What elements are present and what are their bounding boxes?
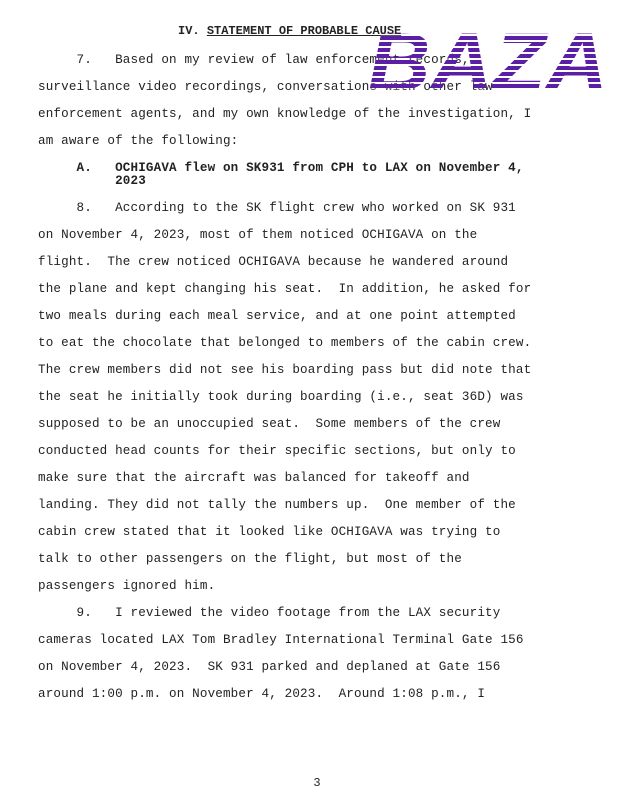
paragraph-8-line-11: make sure that the aircraft was balanced for takeoff and (38, 471, 470, 485)
paragraph-8-line-1: 8. According to the SK flight crew who worked on SK 931 (38, 201, 516, 215)
paragraph-7-line-3: enforcement agents, and my own knowledge of the investigation, I (38, 107, 532, 121)
paragraph-9-line-3: on November 4, 2023. SK 931 parked and deplaned at Gate 156 (38, 660, 501, 674)
paragraph-8-line-14: talk to other passengers on the flight, but most of the (38, 552, 462, 566)
subheading-a-line-1: A. OCHIGAVA flew on SK931 from CPH to LAX on November 4, (38, 161, 524, 175)
svg-text:BAZA: BAZA (368, 24, 608, 100)
paragraph-8-line-6: to eat the chocolate that belonged to members of the cabin crew. (38, 336, 532, 350)
section-title: STATEMENT OF PROBABLE CAUSE (206, 24, 402, 38)
section-number: IV. (178, 24, 200, 38)
paragraph-8-line-2: on November 4, 2023, most of them noticed OCHIGAVA on the (38, 228, 478, 242)
paragraph-8-line-5: two meals during each meal service, and at one point attempted (38, 309, 516, 323)
baza-logo-icon (366, 24, 612, 100)
paragraph-8-line-9: supposed to be an unoccupied seat. Some members of the crew (38, 417, 501, 431)
paragraph-8-line-4: the plane and kept changing his seat. In addition, he asked for (38, 282, 532, 296)
paragraph-8-line-13: cabin crew stated that it looked like OCHIGAVA was trying to (38, 525, 501, 539)
paragraph-7-line-1: 7. Based on my review of law enforcement records, (38, 53, 470, 67)
paragraph-7-line-2: surveillance video recordings, conversations with other law (38, 80, 493, 94)
paragraph-7-line-4: am aware of the following: (38, 134, 239, 148)
paragraph-8-line-7: The crew members did not see his boarding pass but did note that (38, 363, 532, 377)
paragraph-8-line-10: conducted head counts for their specific sections, but only to (38, 444, 516, 458)
paragraph-8-line-15: passengers ignored him. (38, 579, 216, 593)
paragraph-8-line-3: flight. The crew noticed OCHIGAVA because he wandered around (38, 255, 509, 269)
paragraph-8-line-12: landing. They did not tally the numbers up. One member of the (38, 498, 516, 512)
paragraph-9-line-1: 9. I reviewed the video footage from the LAX security (38, 606, 501, 620)
baza-logo (366, 24, 612, 100)
paragraph-8-line-8: the seat he initially took during boarding (i.e., seat 36D) was (38, 390, 524, 404)
page-number: 3 (313, 776, 321, 790)
paragraph-9-line-4: around 1:00 p.m. on November 4, 2023. Around 1:08 p.m., I (38, 687, 486, 701)
paragraph-9-line-2: cameras located LAX Tom Bradley International Terminal Gate 156 (38, 633, 524, 647)
subheading-a-line-2: 2023 (38, 174, 146, 188)
